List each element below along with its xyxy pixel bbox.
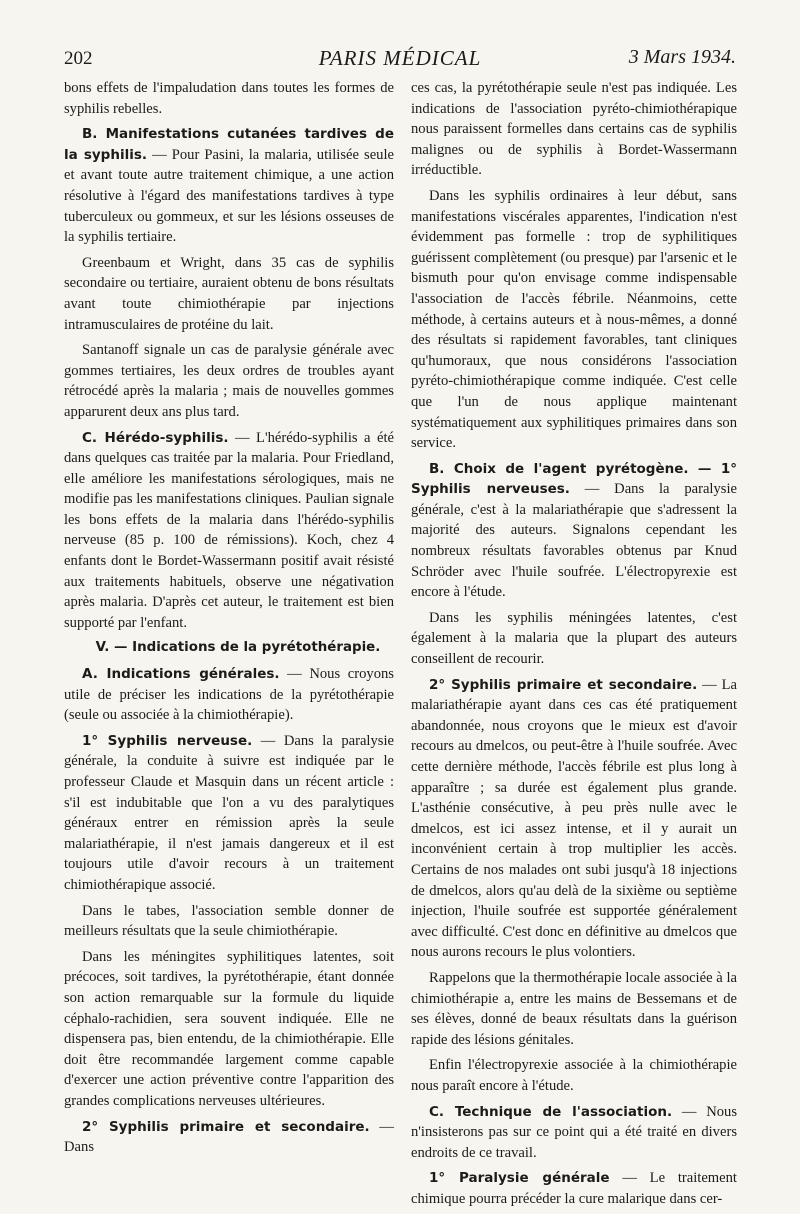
paragraph: Enfin l'électropyrexie associée à la chimiothérapie nous paraît encore à l'étude. [411,1057,737,1094]
paragraph [411,1102,737,1164]
paragraph [64,731,394,896]
paragraph [411,675,737,963]
subheading: C. Technique de l'association. [429,1103,673,1120]
paragraph: bons effets de l'impaludation dans toutes les formes de syphilis rebelles. [64,80,394,117]
paragraph-text: — Nous n'insisterons pas sur ce point qui a été traité en divers endroits de ce travail. [411,1103,738,1161]
subheading: 2° Syphilis primaire et secondaire. [82,1118,370,1135]
paragraph [411,459,737,603]
paragraph-text: — Nous croyons utile de préciser les indications de la pyrétothérapie (seule ou associée à la chimiothérapie). [64,666,394,724]
paragraph-text: — Dans la paralysie générale, la conduite à suivre est indiquée par le professeur Claude et Masquin dans un récent article : s'il est indubitable que l'on a vu des paralytiques généraux entrer en rémission après la seule malariathérapie, il n'est jamais dangereux et il est toujours utile d'avoir recours à un traitement chimiothérapique associé. [64,732,394,893]
paragraph: Dans les méningites syphilitiques latentes, soit précoces, soit tardives, la pyrétothérapie, étant donnée son action remarquable sur la formule du liquide céphalo-rachidien, sera souvent indiquée. Elle ne dispensera pas, bien entendu, de la chimiothérapie. Elle doit être recommandée largement comme capable d'exercer une action préventive contre l'apparition des grandes complications nerveuses ultérieures. [64,948,394,1109]
issue-date: 3 Mars 1934. [628,46,736,68]
paragraph: Dans les syphilis ordinaires à leur début, sans manifestations viscérales apparentes, l'indication n'est évidemment pas formelle : trop de syphilitiques guérissent complètement (ou presque) par l'arsenic et le bismuth pour qu'on envisage comme indispensable l'association de l'accès fébrile. Néanmoins, cette méthode, à certains auteurs et à nous-mêmes, a donné des résultats si rapidement favorables, tant cliniques qu'humoraux, que nous considérons l'association pyréto-chimiothérapique comme indiquée. C'est celle que l'un de nous applique maintenant systématiquement aux syphilitiques primaires dans son service. [411,187,737,452]
subheading: 2° Syphilis primaire et secondaire. [429,676,698,693]
page-number: 202 [64,48,93,69]
subheading: C. Hérédo-syphilis. [82,429,229,446]
paragraph [64,428,394,634]
section-title: V. — Indications de la pyrétothérapie. [95,640,381,656]
journal-title: PARIS MÉDICAL [318,46,482,70]
paragraph-text: — Le traitement chimique pourra précéder la cure malarique dans cer- [411,1170,737,1207]
subheading: A. Indications générales. [82,666,280,683]
paragraph [64,664,394,726]
paragraph: Dans les syphilis méningées latentes, c'est également à la malaria que la plupart des auteurs conseillent de recourir. [411,609,737,668]
paragraph-text: — Pour Pasini, la malaria, utilisée seule et avant toute autre traitement chimique, a une action résolutive à l'égard des manifestations tardives à type tuberculeux ou gommeux, et sur les lésions osseuses de la syphilis tertiaire. [64,146,394,246]
paragraph [411,1168,737,1209]
subheading: 1° Syphilis nerveuse. [82,732,253,749]
paragraph: Greenbaum et Wright, dans 35 cas de syphilis secondaire ou tertiaire, auraient obtenu de bons résultats avant toute chimiothérapie par injections intramusculaires de protéine du lait. [64,254,394,333]
paragraph [64,124,394,248]
subheading: B. Manifestations cutanées tardives de la syphilis. [64,126,394,163]
right-column [411,78,737,1214]
paragraph-text: — La malariathérapie ayant dans ces cas été pratiquement abandonnée, nous croyons que le mieux est d'avoir recours au dmelcos, ou peut-être à l'huile soufrée. Avec cette dernière méthode, l'accès fébrile est plus long à apparaître ; sa durée est également plus grande. L'asthénie consécutive, à peu près nulle avec le dmelcos, est ici assez intense, et il y aurait un inconvénient certain à trop multiplier les accès. Certains de nos malades ont subi jusqu'à 18 injections de dmelcos, alors qu'au delà de la sixième ou septième injection, l'huile soufrée est supportée généralement avec difficulté. C'est donc en définitive au dmelcos que nous aurons recours le plus volontiers. [411,676,737,961]
paragraph-text: — L'hérédo-syphilis a été dans quelques cas traitée par la malaria. Pour Friedland, elle améliore les manifestations sérologiques, mais ne modifie pas les manifestations cliniques. Paulian signale les bons effets de la malaria dans l'hérédo-syphilis nerveuse (85 p. 100 de rémissions). Koch, chez 4 enfants dont le Bordet-Wassermann positif avait résisté aux traitements habituels, observe une négativation après malaria. D'après cet auteur, le traitement est bien supporté par l'enfant. [64,429,395,631]
subheading: B. Choix de l'agent pyrétogène. — 1° Syphilis nerveuses. [411,460,737,498]
subheading: 1° Paralysie générale [429,1170,610,1187]
paragraph [64,1117,394,1158]
left-column [64,78,394,1163]
paragraph: ces cas, la pyrétothérapie seule n'est pas indiquée. Les indications de l'association pyréto-chimiothérapique nous paraissent formelles dans certains cas de syphilis malignes ou de syphilis à Bordet-Wassermann irréductible. [411,80,737,179]
running-header [64,44,736,74]
paragraph: Rappelons que la thermothérapie locale associée à la chimiothérapie a, entre les mains de Bessemans et de ses élèves, donné de beaux résultats dans la guérison rapide des lésions génitales. [411,969,737,1048]
paragraph: Santanoff signale un cas de paralysie générale avec gommes tertiaires, les deux ordres de troubles ayant rétrocédé après la malaria ; mais de nouvelles gommes apparurent deux ans plus tard. [64,342,394,420]
paragraph: Dans le tabes, l'association semble donner de meilleurs résultats que la seule chimiothérapie. [64,902,394,940]
paragraph-text: — Dans [64,1118,394,1156]
paragraph-text: — Dans la paralysie générale, c'est à la malariathérapie que s'adressent la majorité des auteurs. Signalons cependant les nombreux résultats favorables obtenus par Knud Schröder avec l'huile soufrée. L'électropyrexie est encore à l'étude. [411,481,737,601]
